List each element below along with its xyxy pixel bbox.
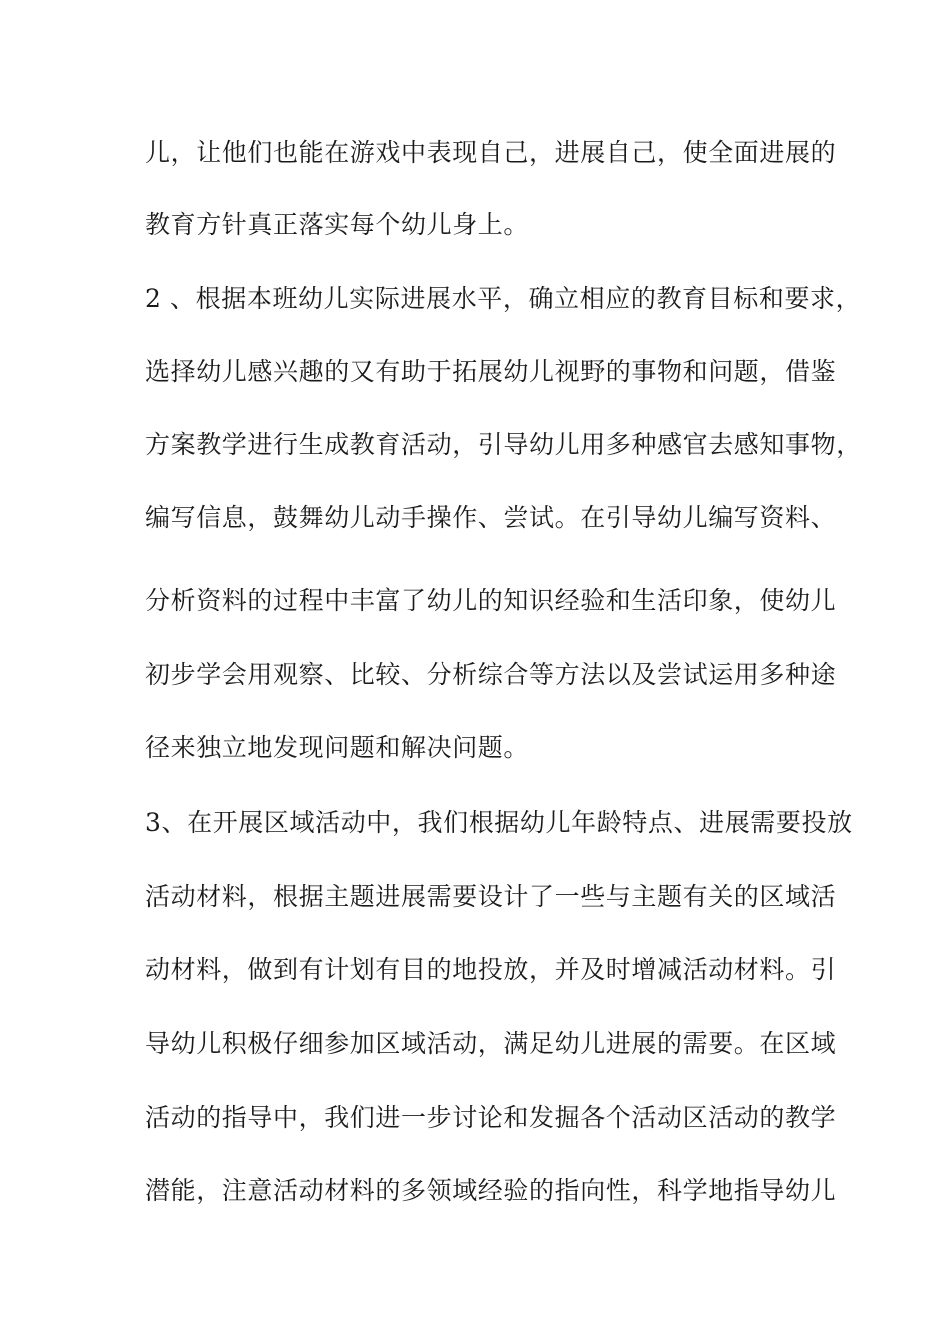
text-line: 方案教学进行生成教育活动，引导幼儿用多种感官去感知事物， [145, 430, 862, 459]
text-line: 初步学会用观察、比较、分析综合等方法以及尝试运用多种途 [145, 660, 837, 689]
text-line: 分析资料的过程中丰富了幼儿的知识经验和生活印象，使幼儿 [145, 586, 837, 615]
text-line: 导幼儿积极仔细参加区域活动，满足幼儿进展的需要。在区域 [145, 1029, 837, 1058]
text-line: 径来独立地发现问题和解决问题。 [145, 733, 530, 762]
text-line: 儿，让他们也能在游戏中表现自己，进展自己，使全面进展的 [145, 138, 837, 167]
text-line: 活动的指导中，我们进一步讨论和发掘各个活动区活动的教学 [145, 1103, 837, 1132]
text-line: 3、在开展区域活动中，我们根据幼儿年龄特点、进展需要投放 [145, 808, 853, 837]
text-line: 编写信息，鼓舞幼儿动手操作、尝试。在引导幼儿编写资料、 [145, 503, 837, 532]
text-line: 选择幼儿感兴趣的又有助于拓展幼儿视野的事物和问题，借鉴 [145, 357, 837, 386]
text-line: 活动材料，根据主题进展需要设计了一些与主题有关的区域活 [145, 882, 837, 911]
text-line: 潜能，注意活动材料的多领域经验的指向性，科学地指导幼儿 [145, 1176, 837, 1205]
text-line: 教育方针真正落实每个幼儿身上。 [145, 210, 530, 239]
text-line: 动材料，做到有计划有目的地投放，并及时增减活动材料。引 [145, 955, 837, 984]
text-line: 2 、根据本班幼儿实际进展水平，确立相应的教育目标和要求， [145, 284, 862, 313]
